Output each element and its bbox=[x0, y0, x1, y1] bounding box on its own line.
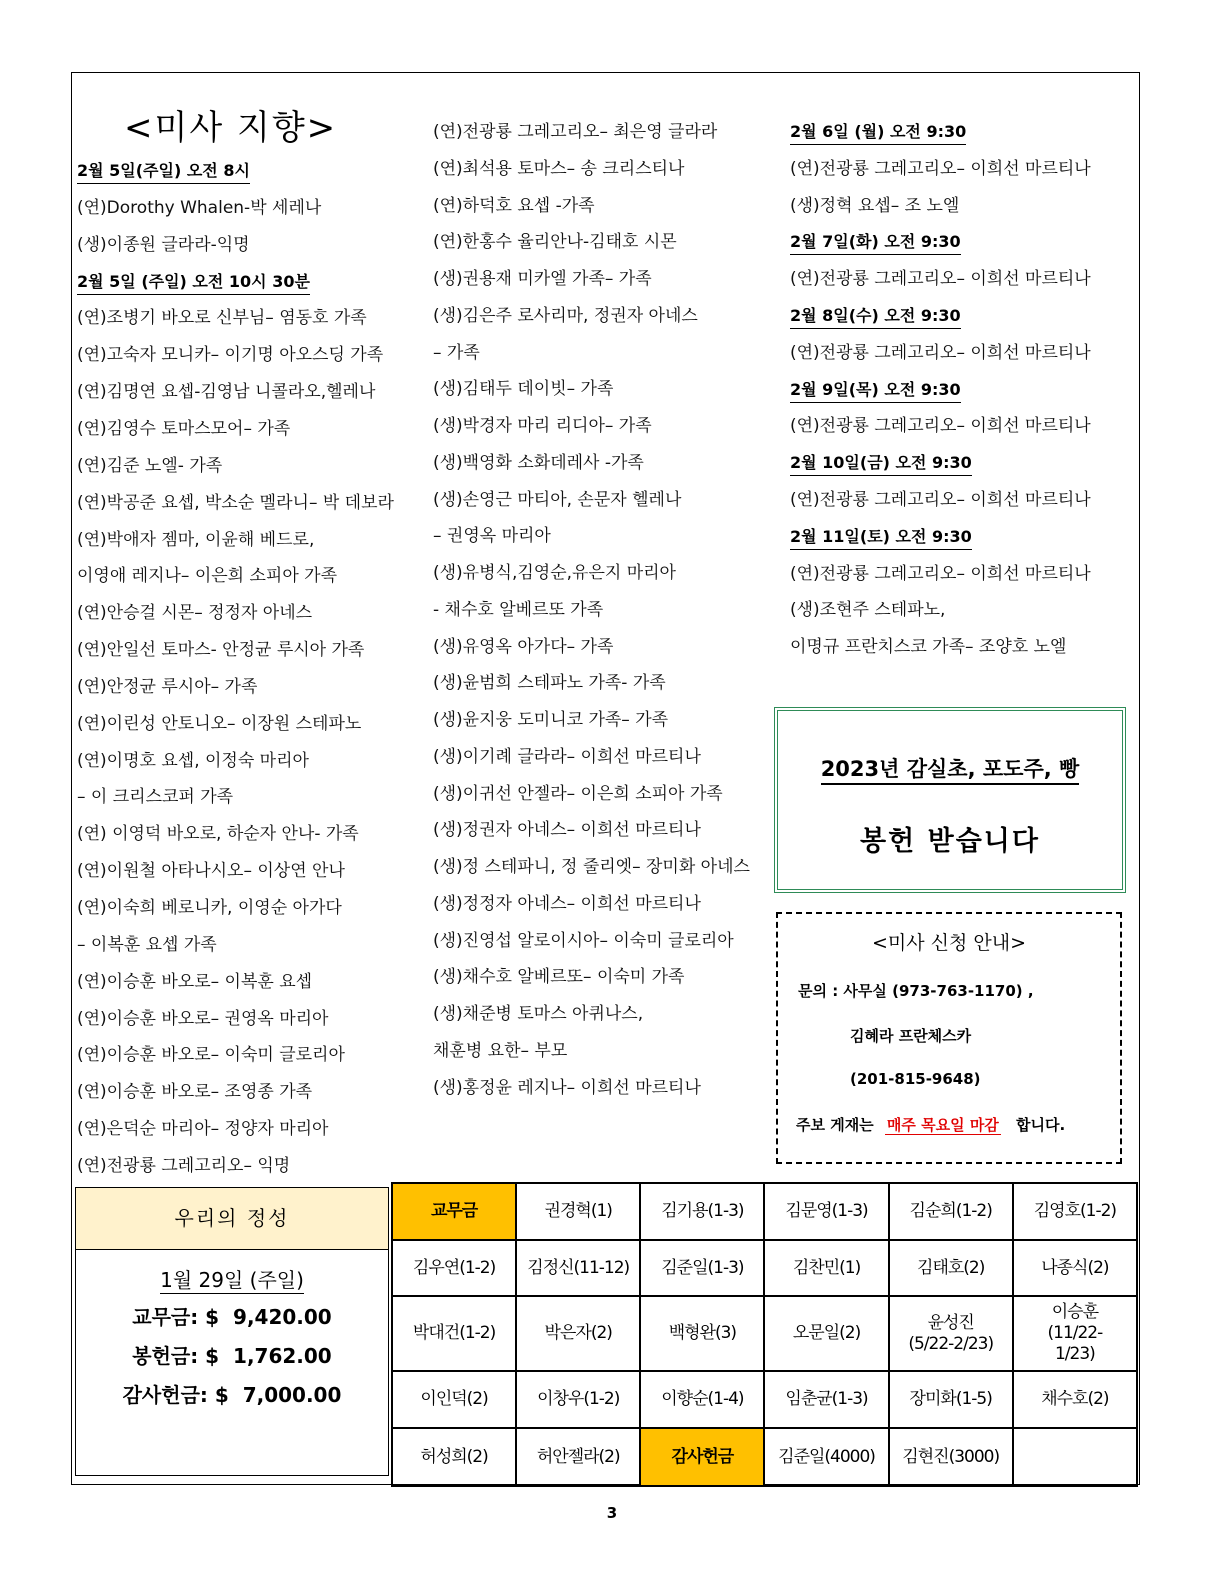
intention-line: (연)전광룡 그레고리오– 이희선 마르티나 bbox=[790, 490, 1091, 510]
mass-date-heading: 2월 6일 (월) 오전 9:30 bbox=[790, 121, 966, 145]
donor-table bbox=[391, 1182, 1138, 1487]
intention-line: (생)박경자 마리 리디아– 가족 bbox=[433, 416, 652, 436]
donor-row bbox=[392, 1296, 1137, 1371]
intention-line: (생)윤범희 스테파노 가족- 가족 bbox=[433, 673, 666, 694]
intention-line: (생)이종원 글라라-익명 bbox=[77, 234, 250, 255]
donor-cell: 백형완(3) bbox=[640, 1296, 764, 1371]
intention-line: – 이복훈 요셉 가족 bbox=[77, 934, 217, 955]
donor-cell: 이승훈 (11/22- 1/23) bbox=[1013, 1296, 1137, 1371]
intention-line: (연)Dorothy Whalen-박 세레나 bbox=[77, 197, 322, 218]
intention-line: (연)이명호 요셉, 이정숙 마리아 bbox=[77, 750, 309, 771]
donor-category-cell: 감사헌금 bbox=[640, 1428, 764, 1486]
offering-summary-box bbox=[75, 1187, 389, 1476]
mass-request-box bbox=[776, 912, 1122, 1164]
intention-line: – 이 크리스코퍼 가족 bbox=[77, 787, 234, 808]
notice-line-2: 봉헌 받습니다 bbox=[860, 826, 1040, 857]
mass-date-heading: 2월 5일 (주일) 오전 10시 30분 bbox=[77, 271, 310, 295]
donor-cell: 김영호(1-2) bbox=[1013, 1183, 1137, 1240]
donor-cell: 김문영(1-3) bbox=[764, 1183, 888, 1240]
intention-line: (생)정정자 아네스– 이희선 마르티나 bbox=[433, 893, 701, 914]
deadline-line bbox=[796, 1114, 1065, 1135]
offering-header: 우리의 정성 bbox=[76, 1188, 388, 1250]
intention-line: (연)최석용 토마스– 송 크리스티나 bbox=[433, 158, 685, 179]
intention-line: (생)권용재 미카엘 가족– 가족 bbox=[433, 269, 652, 289]
donor-category-cell: 교무금 bbox=[392, 1183, 516, 1240]
intention-line: (연)전광룡 그레고리오– 이희선 마르티나 bbox=[790, 269, 1091, 290]
intention-line: (생)진영섭 알로이시아– 이숙미 글로리아 bbox=[433, 930, 734, 951]
mass-date-heading: 2월 9일(목) 오전 9:30 bbox=[790, 379, 961, 403]
donor-cell: 윤성진 (5/22-2/23) bbox=[889, 1296, 1013, 1371]
donor-cell: 권경혁(1) bbox=[516, 1183, 640, 1240]
donor-cell: 김정신(11-12) bbox=[516, 1240, 640, 1296]
intention-line: 이명규 프란치스코 가족– 조양호 노엘 bbox=[790, 637, 1067, 658]
donor-cell: 허안젤라(2) bbox=[516, 1428, 640, 1486]
intention-line: – 가족 bbox=[433, 342, 480, 363]
donor-cell: 나종식(2) bbox=[1013, 1240, 1137, 1296]
donor-cell: 김우연(1-2) bbox=[392, 1240, 516, 1296]
deadline-pre: 주보 게재는 bbox=[796, 1116, 874, 1134]
intention-line: (생)정권자 아네스– 이희선 마르티나 bbox=[433, 820, 701, 841]
intention-line: (연)전광룡 그레고리오– 이희선 마르티나 bbox=[790, 416, 1091, 437]
offering-line-dues: 교무금: $ 9,420.00 bbox=[132, 1305, 332, 1329]
donor-cell: 박은자(2) bbox=[516, 1296, 640, 1371]
intention-line: (연)박애자 젬마, 이윤해 베드로, bbox=[77, 529, 315, 550]
contact-name: 김혜라 프란체스카 bbox=[850, 1027, 972, 1045]
donor-cell: 오문일(2) bbox=[764, 1296, 888, 1371]
donor-cell: 김현진(3000) bbox=[889, 1428, 1013, 1486]
intention-line: (생)조현주 스테파노, bbox=[790, 600, 946, 621]
donor-cell: 채수호(2) bbox=[1013, 1371, 1137, 1428]
page-title: <미사 지향> bbox=[124, 108, 338, 148]
mass-date-heading: 2월 11일(토) 오전 9:30 bbox=[790, 526, 972, 550]
intention-line: 이영애 레지나– 이은희 소피아 가족 bbox=[77, 566, 338, 587]
intention-line: (연)전광룡 그레고리오– 이희선 마르티나 bbox=[790, 158, 1091, 179]
intention-line: (생)유병식,김영순,유은지 마리아 bbox=[433, 563, 676, 583]
donor-cell: 김기용(1-3) bbox=[640, 1183, 764, 1240]
intention-line: (연)이린성 안토니오– 이장원 스테파노 bbox=[77, 713, 362, 734]
intention-line: (생)이기례 글라라– 이희선 마르티나 bbox=[433, 746, 701, 767]
offering-line-collection: 봉헌금: $ 1,762.00 bbox=[132, 1344, 332, 1368]
donor-cell: 이향순(1-4) bbox=[640, 1371, 764, 1428]
intention-line: (연)안승걸 시몬– 정정자 아네스 bbox=[77, 603, 313, 624]
intention-line: (생)유영옥 아가다– 가족 bbox=[433, 636, 614, 657]
intention-line: (생)이귀선 안젤라– 이은희 소피아 가족 bbox=[433, 783, 723, 804]
intention-line: (연)조병기 바오로 신부님– 염동호 가족 bbox=[77, 308, 367, 329]
contact-phone: (201-815-9648) bbox=[850, 1070, 981, 1088]
donor-cell: 이창우(1-2) bbox=[516, 1371, 640, 1428]
intention-line: (연)전광룡 그레고리오– 이희선 마르티나 bbox=[790, 342, 1091, 363]
intention-line: - 채수호 알베르또 가족 bbox=[433, 599, 604, 620]
intention-line: (연)한홍수 율리안나-김태호 시몬 bbox=[433, 232, 677, 253]
intention-line: (연)고숙자 모니카– 이기명 아오스딩 가족 bbox=[77, 345, 384, 366]
intention-line: (연)안정균 루시아– 가족 bbox=[77, 676, 258, 697]
intention-line: (생)홍정윤 레지나– 이희선 마르티나 bbox=[433, 1077, 701, 1098]
intention-line: (생)윤지웅 도미니코 가족– 가족 bbox=[433, 710, 669, 730]
donor-cell: 박대건(1-2) bbox=[392, 1296, 516, 1371]
intention-line: (연)김영수 토마스모어– 가족 bbox=[77, 418, 291, 439]
offering-date: 1월 29일 (주일) bbox=[160, 1268, 304, 1292]
mass-date-heading: 2월 7일(화) 오전 9:30 bbox=[790, 231, 961, 255]
intention-line: (연)전광룡 그레고리오– 이희선 마르티나 bbox=[790, 563, 1091, 584]
donor-cell: 장미화(1-5) bbox=[889, 1371, 1013, 1428]
intention-line: (연)전광룡 그레고리오– 최은영 글라라 bbox=[433, 122, 718, 142]
intention-line: 채훈병 요한– 부모 bbox=[433, 1040, 568, 1061]
intention-line: (연)이승훈 바오로– 이숙미 글로리아 bbox=[77, 1045, 345, 1066]
contact-office: 문의 : 사무실 (973-763-1170) , bbox=[798, 982, 1034, 1000]
intention-line: (연)전광룡 그레고리오– 익명 bbox=[77, 1155, 291, 1176]
intention-line: (연)박공준 요셉, 박소순 멜라니– 박 데보라 bbox=[77, 492, 394, 513]
intention-line: (생)채수호 알베르또– 이숙미 가족 bbox=[433, 967, 685, 988]
donor-row bbox=[392, 1371, 1137, 1428]
page-number: 3 bbox=[606, 1504, 618, 1522]
intention-line: (연)이승훈 바오로– 권영옥 마리아 bbox=[77, 1008, 329, 1029]
donor-cell: 이인덕(2) bbox=[392, 1371, 516, 1428]
donor-cell: 임춘균(1-3) bbox=[764, 1371, 888, 1428]
donor-cell bbox=[1013, 1428, 1137, 1486]
donor-cell: 김준일(4000) bbox=[764, 1428, 888, 1486]
intention-line: (생)김태두 데이빗– 가족 bbox=[433, 379, 614, 400]
donor-cell: 김준일(1-3) bbox=[640, 1240, 764, 1296]
intention-line: (생)백영화 소화데레사 -가족 bbox=[433, 452, 644, 473]
intention-line: (연)이숙희 베로니카, 이영순 아가다 bbox=[77, 898, 342, 918]
intention-line: (연) 이영덕 바오로, 하순자 안나- 가족 bbox=[77, 824, 359, 845]
intention-line: (생)손영근 마티아, 손문자 헬레나 bbox=[433, 489, 682, 510]
deadline-post: 합니다. bbox=[1016, 1116, 1066, 1134]
donor-row bbox=[392, 1240, 1137, 1296]
donor-cell: 김태호(2) bbox=[889, 1240, 1013, 1296]
deadline-highlight: 매주 목요일 마감 bbox=[886, 1116, 999, 1134]
notice-line-1: 2023년 감실초, 포도주, 빵 bbox=[821, 757, 1080, 785]
intention-line: (연)안일선 토마스- 안정균 루시아 가족 bbox=[77, 640, 365, 661]
intention-line: (생)김은주 로사리마, 정권자 아네스 bbox=[433, 305, 698, 326]
intention-line: (연)이승훈 바오로– 조영종 가족 bbox=[77, 1082, 313, 1103]
intention-line: (연)이원철 아타나시오– 이상연 안나 bbox=[77, 861, 345, 882]
intention-line: – 권영옥 마리아 bbox=[433, 526, 551, 547]
donor-row bbox=[392, 1183, 1137, 1240]
donor-cell: 김순희(1-2) bbox=[889, 1183, 1013, 1240]
intention-line: (연)은덕순 마리아– 정양자 마리아 bbox=[77, 1119, 329, 1140]
donor-cell: 허성희(2) bbox=[392, 1428, 516, 1486]
mass-date-heading: 2월 10일(금) 오전 9:30 bbox=[790, 452, 972, 476]
offering-notice-box bbox=[774, 707, 1126, 893]
mass-date-heading: 2월 8일(수) 오전 9:30 bbox=[790, 305, 961, 329]
mass-date-heading: 2월 5일(주일) 오전 8시 bbox=[77, 160, 250, 184]
offering-line-thanksgiving: 감사헌금: $ 7,000.00 bbox=[122, 1383, 342, 1407]
intention-line: (연)김명연 요셉-김영남 니콜라오,헬레나 bbox=[77, 382, 376, 403]
donor-row bbox=[392, 1428, 1137, 1486]
donor-cell: 김찬민(1) bbox=[764, 1240, 888, 1296]
intention-line: (생)채준병 토마스 아퀴나스, bbox=[433, 1004, 644, 1024]
mass-request-title: <미사 신청 안내> bbox=[871, 932, 1027, 954]
intention-line: (생)정혁 요셉– 조 노엘 bbox=[790, 195, 960, 216]
intention-line: (연)하덕호 요셉 -가족 bbox=[433, 195, 595, 216]
intention-line: (생)정 스테파니, 정 줄리엣– 장미화 아네스 bbox=[433, 857, 750, 877]
intention-line: (연)김준 노엘- 가족 bbox=[77, 455, 223, 476]
intention-line: (연)이승훈 바오로– 이복훈 요셉 bbox=[77, 971, 313, 992]
